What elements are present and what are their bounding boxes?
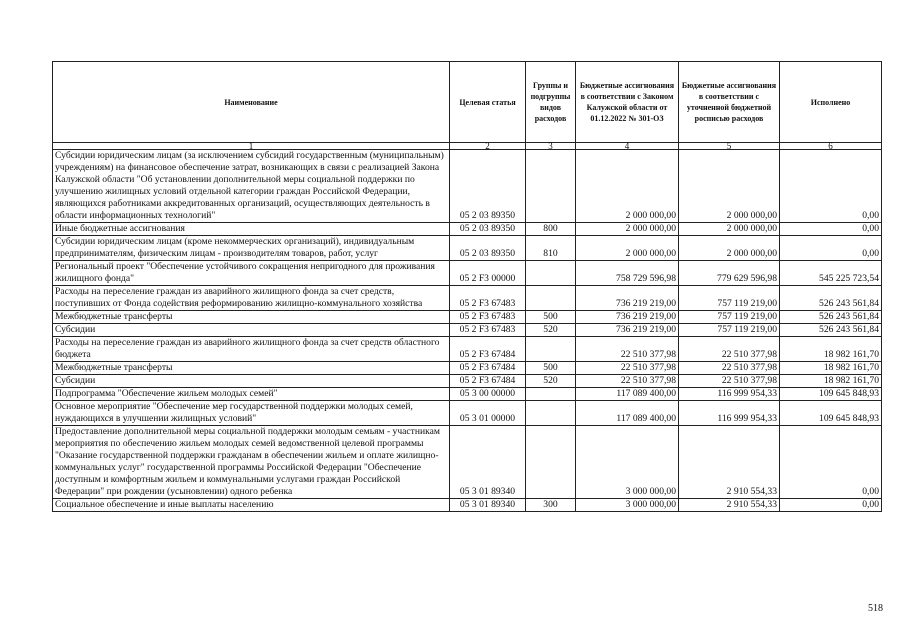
table-row xyxy=(53,375,882,388)
table-row xyxy=(53,223,882,236)
row-code: 05 2 F3 67484 xyxy=(450,375,526,388)
row-code: 05 2 03 89350 xyxy=(450,223,526,236)
row-executed-amount: 18 982 161,70 xyxy=(780,337,882,362)
row-group: 520 xyxy=(526,375,576,388)
table-row xyxy=(53,388,882,401)
row-law-amount: 736 219 219,00 xyxy=(576,324,679,337)
row-executed-amount: 109 645 848,93 xyxy=(780,388,882,401)
row-law-amount: 3 000 000,00 xyxy=(576,426,679,499)
row-budget-amount: 2 910 554,33 xyxy=(679,499,780,512)
row-code: 05 2 F3 00000 xyxy=(450,261,526,286)
row-group xyxy=(526,286,576,311)
header-row xyxy=(53,62,882,143)
row-budget-amount: 2 000 000,00 xyxy=(679,223,780,236)
row-name: Региональный проект "Обеспечение устойчивого сокращения непригодного для проживания жилищного фонда" xyxy=(53,261,450,286)
row-name: Субсидии юридическим лицам (кроме некоммерческих организаций), индивидуальным предпринимателям, физическим лицам - производителям товаров, работ, услуг xyxy=(53,236,450,261)
row-executed-amount: 109 645 848,93 xyxy=(780,401,882,426)
row-code: 05 2 03 89350 xyxy=(450,236,526,261)
page-number: 518 xyxy=(868,603,883,614)
row-law-amount: 117 089 400,00 xyxy=(576,401,679,426)
header-name: Наименование xyxy=(53,62,450,143)
row-group: 500 xyxy=(526,311,576,324)
header-executed: Исполнено xyxy=(780,62,882,143)
column-number: 3 xyxy=(526,143,576,150)
row-name: Подпрограмма "Обеспечение жильем молодых семей" xyxy=(53,388,450,401)
row-name: Межбюджетные трансферты xyxy=(53,362,450,375)
header-target-article: Целевая статья xyxy=(450,62,526,143)
row-executed-amount: 545 225 723,54 xyxy=(780,261,882,286)
row-executed-amount: 18 982 161,70 xyxy=(780,362,882,375)
column-number: 6 xyxy=(780,143,882,150)
table-row xyxy=(53,150,882,223)
row-executed-amount: 0,00 xyxy=(780,499,882,512)
row-code: 05 3 01 89340 xyxy=(450,426,526,499)
row-code: 05 3 01 00000 xyxy=(450,401,526,426)
table-row xyxy=(53,261,882,286)
row-budget-amount: 779 629 596,98 xyxy=(679,261,780,286)
row-executed-amount: 0,00 xyxy=(780,236,882,261)
row-group xyxy=(526,388,576,401)
row-group xyxy=(526,261,576,286)
row-budget-amount: 22 510 377,98 xyxy=(679,375,780,388)
row-law-amount: 2 000 000,00 xyxy=(576,223,679,236)
row-budget-amount: 2 910 554,33 xyxy=(679,426,780,499)
row-code: 05 2 F3 67483 xyxy=(450,324,526,337)
row-name: Иные бюджетные ассигнования xyxy=(53,223,450,236)
column-number: 2 xyxy=(450,143,526,150)
row-law-amount: 22 510 377,98 xyxy=(576,337,679,362)
row-budget-amount: 757 119 219,00 xyxy=(679,311,780,324)
table-row xyxy=(53,286,882,311)
row-budget-amount: 757 119 219,00 xyxy=(679,286,780,311)
table-row xyxy=(53,401,882,426)
row-group xyxy=(526,337,576,362)
row-group: 300 xyxy=(526,499,576,512)
row-law-amount: 22 510 377,98 xyxy=(576,375,679,388)
row-budget-amount: 2 000 000,00 xyxy=(679,150,780,223)
row-budget-amount: 22 510 377,98 xyxy=(679,337,780,362)
row-executed-amount: 0,00 xyxy=(780,223,882,236)
table-row xyxy=(53,236,882,261)
header-budget-allocations: Бюджетные ассигнования в соответствии с уточненной бюджетной росписью расходов xyxy=(679,62,780,143)
row-budget-amount: 22 510 377,98 xyxy=(679,362,780,375)
row-name: Расходы на переселение граждан из аварийного жилищного фонда за счет средств, поступивших от Фонда содействия реформированию жилищно-коммунального хозяйства xyxy=(53,286,450,311)
row-name: Субсидии xyxy=(53,324,450,337)
row-name: Межбюджетные трансферты xyxy=(53,311,450,324)
row-group xyxy=(526,426,576,499)
row-law-amount: 736 219 219,00 xyxy=(576,311,679,324)
row-executed-amount: 526 243 561,84 xyxy=(780,286,882,311)
row-law-amount: 2 000 000,00 xyxy=(576,150,679,223)
row-budget-amount: 757 119 219,00 xyxy=(679,324,780,337)
row-budget-amount: 116 999 954,33 xyxy=(679,388,780,401)
row-code: 05 2 F3 67483 xyxy=(450,311,526,324)
row-budget-amount: 2 000 000,00 xyxy=(679,236,780,261)
column-number-row xyxy=(53,143,882,150)
row-executed-amount: 526 243 561,84 xyxy=(780,324,882,337)
row-law-amount: 2 000 000,00 xyxy=(576,236,679,261)
row-code: 05 2 F3 67483 xyxy=(450,286,526,311)
row-code: 05 3 01 89340 xyxy=(450,499,526,512)
table-row xyxy=(53,426,882,499)
row-law-amount: 117 089 400,00 xyxy=(576,388,679,401)
row-name: Социальное обеспечение и иные выплаты населению xyxy=(53,499,450,512)
column-number: 5 xyxy=(679,143,780,150)
row-code: 05 2 03 89350 xyxy=(450,150,526,223)
table-row xyxy=(53,337,882,362)
table-row xyxy=(53,362,882,375)
row-executed-amount: 18 982 161,70 xyxy=(780,375,882,388)
row-budget-amount: 116 999 954,33 xyxy=(679,401,780,426)
column-number: 1 xyxy=(53,143,450,150)
row-group: 520 xyxy=(526,324,576,337)
row-name: Основное мероприятие "Обеспечение мер государственной поддержки молодых семей, нуждающихся в улучшении жилищных условий" xyxy=(53,401,450,426)
row-name: Субсидии юридическим лицам (за исключением субсидий государственным (муниципальным) учреждениям) на финансовое обеспечение затрат, возникающих в связи с реализацией Закона Калужской области "Об установлении дополнительной меры социальной поддержки по улучшению жилищных условий отдельной категории граждан Российской Федерации, являющихся работниками аккредитованных организаций, осуществляющих деятельность в области информационных технологий" xyxy=(53,150,450,223)
row-code: 05 3 00 00000 xyxy=(450,388,526,401)
header-law-allocations: Бюджетные ассигнования в соответствии с Законом Калужской области от 01.12.2022 № 301-ОЗ xyxy=(576,62,679,143)
budget-table xyxy=(52,61,882,512)
row-group: 800 xyxy=(526,223,576,236)
row-name: Предоставление дополнительной меры социальной поддержки молодым семьям - участникам мероприятия по обеспечению жильем молодых семей ведомственной целевой программы "Оказание государственной поддержки гражданам в обеспечении жильем и оплате жилищно-коммунальных услуг" государственной программы Российской Федерации "Обеспечение доступным и комфортным жильем и коммунальными услугами граждан Российской Федерации" при рождении (усыновлении) одного ребенка xyxy=(53,426,450,499)
row-group: 500 xyxy=(526,362,576,375)
row-name: Расходы на переселение граждан из аварийного жилищного фонда за счет средств областного бюджета xyxy=(53,337,450,362)
row-executed-amount: 0,00 xyxy=(780,150,882,223)
row-group xyxy=(526,401,576,426)
row-group xyxy=(526,150,576,223)
row-law-amount: 736 219 219,00 xyxy=(576,286,679,311)
row-law-amount: 758 729 596,98 xyxy=(576,261,679,286)
row-law-amount: 3 000 000,00 xyxy=(576,499,679,512)
row-code: 05 2 F3 67484 xyxy=(450,362,526,375)
row-executed-amount: 526 243 561,84 xyxy=(780,311,882,324)
row-code: 05 2 F3 67484 xyxy=(450,337,526,362)
table-row xyxy=(53,499,882,512)
table-row xyxy=(53,324,882,337)
row-group: 810 xyxy=(526,236,576,261)
row-name: Субсидии xyxy=(53,375,450,388)
table-row xyxy=(53,311,882,324)
row-executed-amount: 0,00 xyxy=(780,426,882,499)
header-expense-groups: Группы и подгруппы видов расходов xyxy=(526,62,576,143)
row-law-amount: 22 510 377,98 xyxy=(576,362,679,375)
column-number: 4 xyxy=(576,143,679,150)
